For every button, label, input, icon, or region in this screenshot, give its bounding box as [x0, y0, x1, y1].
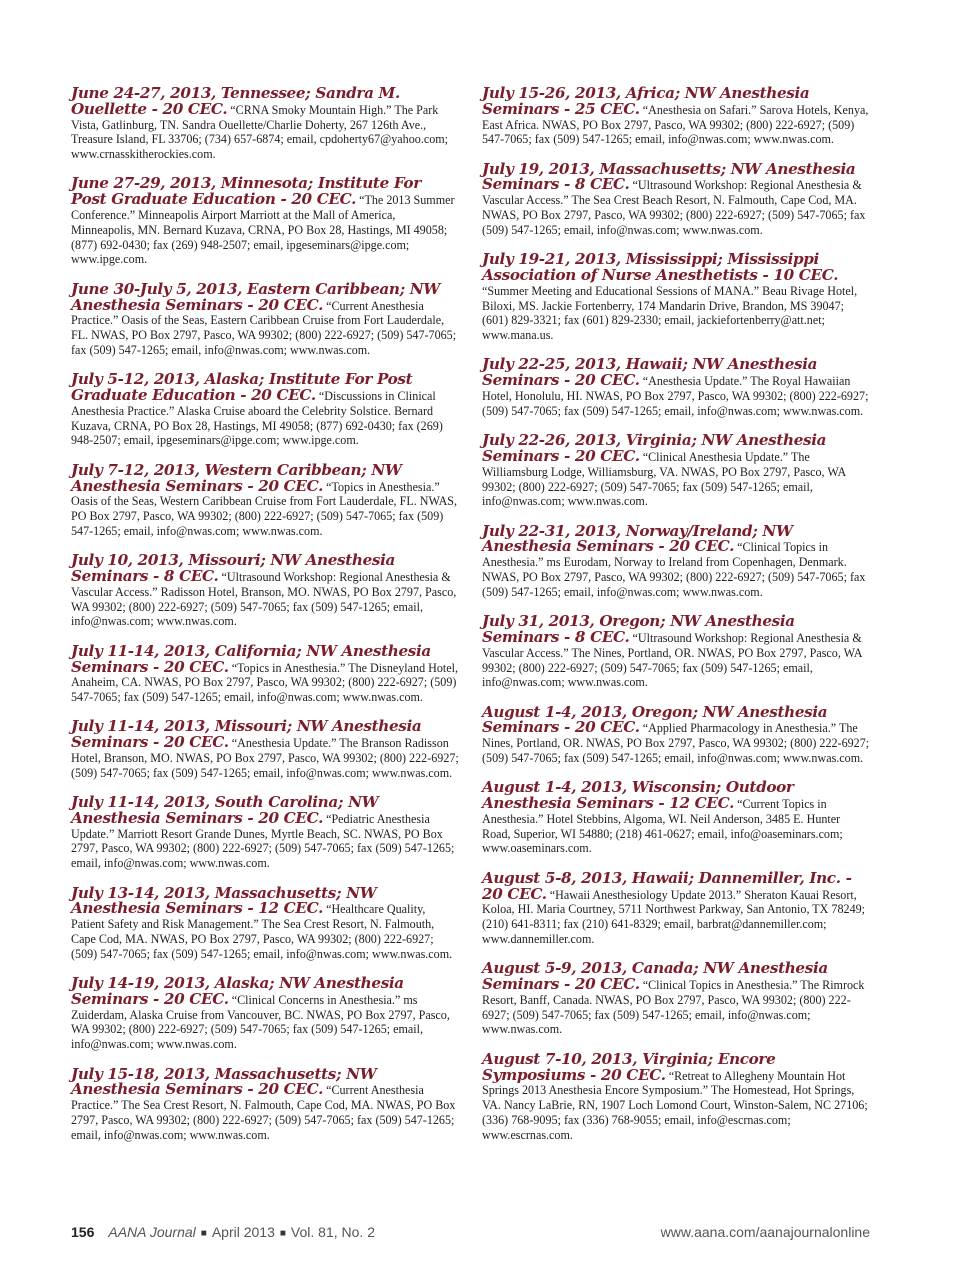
list-item — [482, 357, 870, 418]
list-item — [71, 372, 459, 448]
entry-heading: June 27-29, 2013, Minnesota; Institute For Post Graduate Education - 20 CEC. — [71, 174, 421, 209]
entry-body: “CRNA Smoky Mountain High.” The Park Vista, Gatlinburg, TN. Sandra Ouellette/Charlie Doherty, 267 126th Ave., Treasure Island, FL 33706; (734) 657-6874; email, cpdoherty67@yahoo.com; www.crnasskitherockies.com. — [71, 102, 449, 162]
list-item — [482, 252, 870, 343]
page-footer — [71, 1224, 870, 1240]
entry-body: “Summer Meeting and Educational Sessions of MANA.” Beau Rivage Hotel, Biloxi, MS. Jackie Fortenberry, 174 Mandarin Drive, Brandon, MS 39047; (601) 829-3321; fax (601) 829-2330; email, jackiefortenberry@att.net; www.mana.us. — [482, 283, 858, 343]
entry-body: “Healthcare Quality, Patient Safety and Risk Management.” The Sea Crest Resort, N. Falmouth, Cape Cod, MA. NWAS, PO Box 2797, Pasco, WA 99302; (800) 222-6927; (509) 547-7065; fax (509) 547-1265; email, info@nwas.com; www.nwas.com. — [71, 902, 453, 961]
list-item — [482, 86, 870, 147]
entry-body: “Discussions in Clinical Anesthesia Practice.” Alaska Cruise aboard the Celebrity Solstice. Bernard Kuzava, CRNA, PO Box 28, Hastings, MI 49058; (877) 692-0430; fax (269) 948-2507; email, ipgeseminars@ipge.com; www.ipge.com. — [71, 389, 443, 448]
entry-heading: July 11-14, 2013, Missouri; NW Anesthesia Seminars - 20 CEC. — [71, 717, 422, 752]
list-item — [482, 702, 870, 766]
entry-heading: July 15-26, 2013, Africa; NW Anesthesia Seminars - 25 CEC. — [482, 84, 810, 118]
entry-body: “The 2013 Summer Conference.” Minneapolis Airport Marriott at the Mall of America, Minneapolis, MN. Bernard Kuzava, CRNA, PO Box 28, Hastings, MI 49058; (877) 692-0430; fax (269) 948-2507; email, ipgeseminars@ipge.com; www.ipge.com. — [71, 193, 455, 267]
list-item — [482, 159, 870, 238]
journal-name: AANA Journal — [108, 1224, 196, 1240]
journal-url-link[interactable]: www.aana.com/aanajournalonline — [660, 1224, 870, 1240]
entry-body: “Anesthesia on Safari.” Sarova Hotels, Kenya, East Africa. NWAS, PO Box 2797, Pasco, WA 99302; (800) 222-6927; (509) 547-7065; fax (509) 547-1265; email, info@nwas.com; www.nwas.com. — [482, 102, 869, 147]
entry-body: “Clinical Concerns in Anesthesia.” ms Zuiderdam, Alaska Cruise from Vancouver, BC. NWAS, PO Box 2797, Pasco, WA 99302; (800) 222-6927; (509) 547-7065; fax (509) 547-1265; email, info@nwas.com; www.nwas.com. — [71, 992, 450, 1052]
entry-body: “Current Topics in Anesthesia.” Hotel Stebbins, Algoma, WI. Neil Anderson, 3485 E. Hunter Road, Superior, WI 54880; (218) 461-0627; email, info@oaseminars.com; www.oaseminars.com. — [482, 797, 843, 856]
volume-info: Vol. 81, No. 2 — [290, 1224, 375, 1240]
list-item — [71, 976, 459, 1052]
separator-square-icon: ■ — [200, 1228, 207, 1239]
list-item — [482, 614, 870, 690]
entry-heading: July 11-14, 2013, South Carolina; NW Anesthesia Seminars - 20 CEC. — [71, 793, 379, 827]
entry-body: “Current Anesthesia Practice.” Oasis of the Seas, Eastern Caribbean Cruise from Fort Lauderdale, FL. NWAS, PO Box 2797, Pasco, WA 99302; (800) 222-6927; (509) 547-7065; fax (509) 547-1265; email, info@nwas.com; www.nwas.com. — [71, 298, 457, 357]
entry-body: “Hawaii Anesthesiology Update 2013.” Sheraton Kauai Resort, Koloa, HI. Maria Courtney, 5711 Northwest Parkway, San Antonio, TX 78249; (210) 641-8311; fax (210) 641-8329; email, barbrat@dannemiller.com; www.dannemiller.com. — [482, 887, 866, 946]
entry-body: “Applied Pharmacology in Anesthesia.” The Nines, Portland, OR. NWAS, PO Box 2797, Pasco, WA 99302; (800) 222-6927; (509) 547-7065; fax (509) 547-1265; email, info@nwas.com; www.nwas.com. — [482, 721, 870, 765]
list-item — [482, 961, 870, 1037]
entry-body: “Clinical Topics in Anesthesia.” ms Eurodam, Norway to Ireland from Copenhagen, Denmark. NWAS, PO Box 2797, Pasco, WA 99302; (800) 222-6927; (509) 547-7065; fax (509) 547-1265; email, info@nwas.com; www.nwas.com. — [482, 540, 866, 599]
page-number: 156 — [71, 1224, 95, 1240]
entry-heading: June 24-27, 2013, Tennessee; Sandra M. Ouellette - 20 CEC. — [71, 84, 400, 118]
list-item — [482, 433, 870, 509]
entry-body: “Ultrasound Workshop: Regional Anesthesia & Vascular Access.” The Sea Crest Beach Resort, N. Falmouth, Cape Cod, MA. NWAS, PO Box 2797, Pasco, WA 99302; (800) 222-6927; (509) 547-7065; fax (509) 547-1265; email, info@nwas.com; www.nwas.com. — [482, 178, 866, 237]
entry-heading: July 19-21, 2013, Mississippi; Mississippi Association of Nurse Anesthetists - 10 CEC. — [482, 250, 839, 284]
entry-body: “Clinical Topics in Anesthesia.” The Rimrock Resort, Banff, Canada. NWAS, PO Box 2797, Pasco, WA 99302; (800) 222-6927; (509) 547-7065; fax (509) 547-1265; email, info@nwas.com; www.nwas.com. — [482, 978, 865, 1037]
entry-heading: July 22-26, 2013, Virginia; NW Anesthesia Seminars - 20 CEC. — [482, 431, 827, 465]
list-item — [71, 176, 459, 267]
list-item — [71, 1064, 459, 1143]
list-item — [71, 460, 459, 539]
entry-heading: August 1-4, 2013, Wisconsin; Outdoor Anesthesia Seminars - 12 CEC. — [482, 778, 794, 813]
list-item — [71, 553, 459, 629]
list-item — [71, 719, 459, 780]
entry-heading: July 5-12, 2013, Alaska; Institute For Post Graduate Education - 20 CEC. — [71, 370, 413, 405]
entry-heading: July 7-12, 2013, Western Caribbean; NW Anesthesia Seminars - 20 CEC. — [71, 460, 402, 495]
entry-body: “Topics in Anesthesia.” The Disneyland Hotel, Anaheim, CA. NWAS, PO Box 2797, Pasco, WA 99302; (800) 222-6927; (509) 547-7065; fax (509) 547-1265; email, info@nwas.com; www.nwas.com. — [71, 660, 459, 705]
entry-heading: August 5-8, 2013, Hawaii; Dannemiller, Inc. - 20 CEC. — [482, 868, 852, 903]
entry-heading: August 5-9, 2013, Canada; NW Anesthesia Seminars - 20 CEC. — [482, 959, 828, 994]
list-item — [482, 521, 870, 600]
entry-body: “Ultrasound Workshop: Regional Anesthesia & Vascular Access.” The Nines, Portland, OR. NWAS, PO Box 2797, Pasco, WA 99302; (800) 222-6927; (509) 547-7065; fax (509) 547-1265; email, info@nwas.com; www.nwas.com. — [482, 630, 862, 690]
entry-body: “Topics in Anesthesia.” Oasis of the Seas, Western Caribbean Cruise from Fort Lauderdale, FL. NWAS, PO Box 2797, Pasco, WA 99302; (800) 222-6927; (509) 547-7065; fax (509) 547-1265; email, info@nwas.com; www.nwas.com. — [71, 479, 458, 538]
right-column — [482, 86, 870, 1157]
entry-body: “Current Anesthesia Practice.” The Sea Crest Resort, N. Falmouth, Cape Cod, MA. NWAS, PO Box 2797, Pasco, WA 99302; (800) 222-6927; (509) 547-7065; fax (509) 547-1265; email, info@nwas.com; www.nwas.com. — [71, 1083, 456, 1142]
list-item — [71, 641, 459, 705]
entry-heading: August 7-10, 2013, Virginia; Encore Symposiums - 20 CEC. — [482, 1049, 776, 1084]
entry-heading: July 14-19, 2013, Alaska; NW Anesthesia Seminars - 20 CEC. — [71, 974, 404, 1008]
entry-body: “Pediatric Anesthesia Update.” Marriott Resort Grande Dunes, Myrtle Beach, SC. NWAS, PO Box 2797, Pasco, WA 99302; (800) 222-6927; (509) 547-7065; fax (509) 547-1265; email, info@nwas.com; www.nwas.com. — [71, 811, 455, 871]
list-item — [482, 1049, 870, 1143]
list-item — [482, 868, 870, 947]
list-item — [71, 86, 459, 162]
entry-body: “Anesthesia Update.” The Royal Hawaiian Hotel, Honolulu, HI. NWAS, PO Box 2797, Pasco, WA 99302; (800) 222-6927; (509) 547-7065; fax (509) 547-1265; email, info@nwas.com; www.nwas.com. — [482, 374, 869, 418]
entry-body: “Anesthesia Update.” The Branson Radisson Hotel, Branson, MO. NWAS, PO Box 2797, Pasco, WA 99302; (800) 222-6927; (509) 547-7065; fax (509) 547-1265; email, info@nwas.com; www.nwas.com. — [71, 736, 459, 780]
left-column — [71, 86, 459, 1157]
separator-square-icon: ■ — [279, 1228, 286, 1239]
entry-body: “Clinical Anesthesia Update.” The Williamsburg Lodge, Williamsburg, VA. NWAS, PO Box 2797, Pasco, WA 99302; (800) 222-6927; (509) 547-7065; fax (509) 547-1265; email, info@nwas.com; www.nwas.com. — [482, 449, 846, 509]
entry-heading: July 22-25, 2013, Hawaii; NW Anesthesia Seminars - 20 CEC. — [482, 355, 818, 390]
entry-heading: July 10, 2013, Missouri; NW Anesthesia Seminars - 8 CEC. — [71, 551, 396, 586]
entry-heading: June 30-July 5, 2013, Eastern Caribbean; NW Anesthesia Seminars - 20 CEC. — [71, 279, 440, 314]
list-item — [71, 883, 459, 962]
entry-body: “Ultrasound Workshop: Regional Anesthesia & Vascular Access.” Radisson Hotel, Branson, MO. NWAS, PO Box 2797, Pasco, WA 99302; (800) 222-6927; (509) 547-7065; fax (509) 547-1265; email, info@nwas.com; www.nwas.com. — [71, 570, 457, 629]
entry-heading: August 1-4, 2013, Oregon; NW Anesthesia Seminars - 20 CEC. — [482, 702, 828, 737]
entry-heading: July 11-14, 2013, California; NW Anesthesia Seminars - 20 CEC. — [71, 641, 431, 676]
entry-heading: July 13-14, 2013, Massachusetts; NW Anesthesia Seminars - 12 CEC. — [71, 883, 377, 918]
list-item — [71, 795, 459, 871]
entry-heading: July 31, 2013, Oregon; NW Anesthesia Seminars - 8 CEC. — [482, 612, 795, 646]
list-item — [71, 279, 459, 358]
issue-date: April 2013 — [211, 1224, 275, 1240]
entry-body: “Retreat to Allegheny Mountain Hot Springs 2013 Anesthesia Encore Symposium.” The Homestead, Hot Springs, VA. Nancy LaBrie, RN, 1907 Loch Lomond Court, Winston-Salem, NC 27106; (336) 768-9095; fax (336) 768-9055; email, info@escrnas.com; www.escrnas.com. — [482, 1068, 868, 1142]
entry-heading: July 15-18, 2013, Massachusetts; NW Anesthesia Seminars - 20 CEC. — [71, 1064, 377, 1099]
entry-heading: July 22-31, 2013, Norway/Ireland; NW Anesthesia Seminars - 20 CEC. — [482, 521, 793, 556]
entry-heading: July 19, 2013, Massachusetts; NW Anesthesia Seminars - 8 CEC. — [482, 159, 856, 194]
list-item — [482, 780, 870, 856]
